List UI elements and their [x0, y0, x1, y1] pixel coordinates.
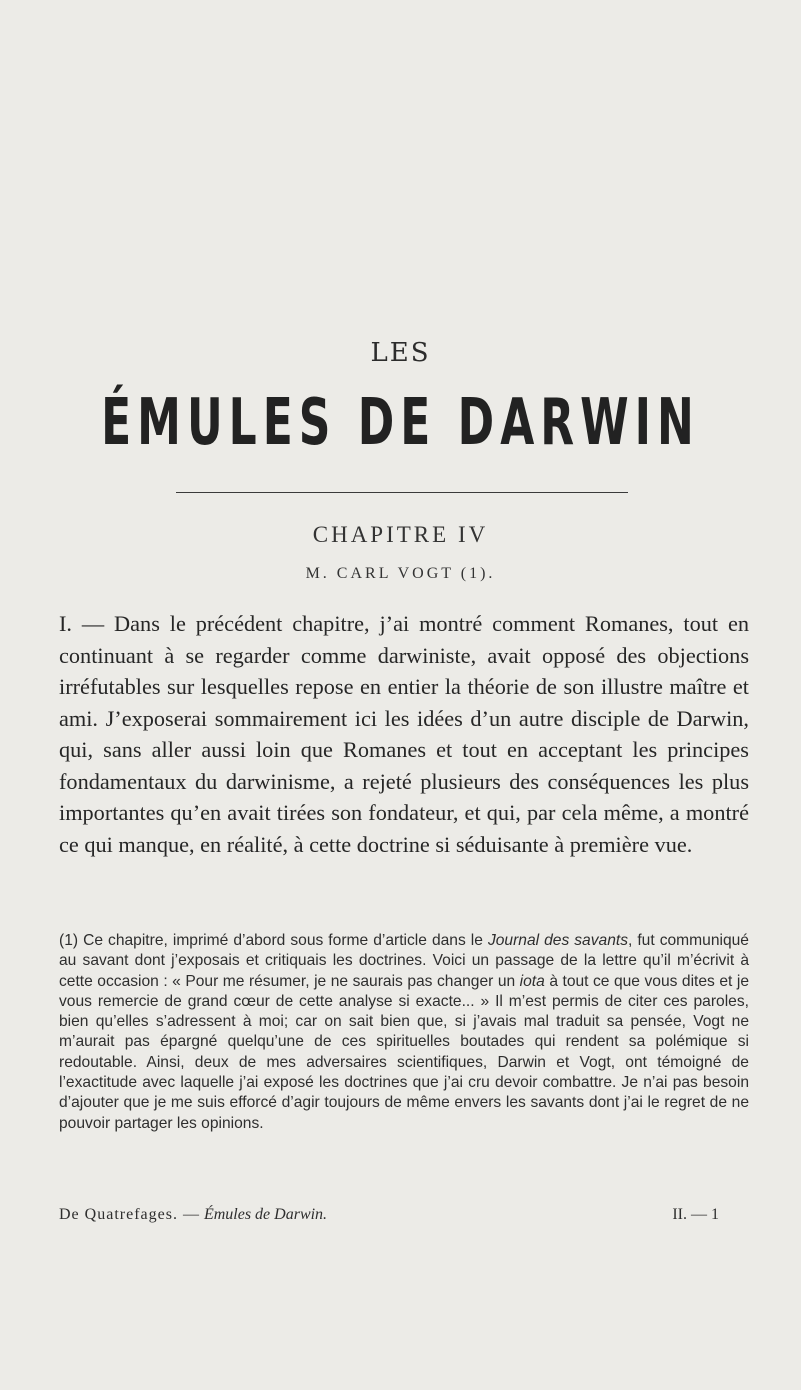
- series-word: LES: [370, 338, 431, 368]
- footnote-iota: iota: [519, 972, 545, 990]
- footer-author: De Quatrefages. —: [59, 1206, 200, 1223]
- footnote-journal-title: Journal des savants: [487, 932, 628, 949]
- footer-citation: [59, 1206, 327, 1224]
- footnote-text-3: à tout ce que vous dites et je vous remercie de grand cœur de cette analyse si exacte... » Il m’est permis de citer ces paroles, bien qu’elles s’adressent à moi; car on sait bien que, si j’avais mal traduit sa pensée, Vogt ne m’aurait pas épargné quelqu’une de ces spirituelles boutades qui rendent sa polémique si redoutable. Ainsi, deux de mes adversaires scientifiques, Darwin et Vogt, ont témoigné de l’exactitude avec laquelle j’ai exposé les doctrines que j’ai cru devoir combattre. Je n’ai pas besoin d’ajouter que je me suis efforcé d’agir toujours de même envers les savants dont j’ai le regret de ne pouvoir partager les opinions.: [59, 972, 749, 1132]
- footer-book: Émules de Darwin.: [203, 1206, 328, 1223]
- page-footer: [59, 1206, 719, 1224]
- chapter-subject: M. CARL VOGT (1).: [305, 565, 496, 582]
- footer-signature: II. — 1: [672, 1206, 719, 1223]
- footnote: [59, 931, 749, 1134]
- body-paragraph: I. — Dans le précédent chapitre, j’ai montré comment Romanes, tout en continuant à se regarder comme darwiniste, avait opposé des objections irréfutables sur lesquelles repose en entier la théorie de son illustre maître et ami. J’exposerai sommairement ici les idées d’un autre disciple de Darwin, qui, sans aller aussi loin que Romanes et tout en acceptant les principes fondamentaux du darwinisme, a rejeté plusieurs des conséquences les plus importantes qu’en avait tirées son fondateur, et qui, par cela même, a montré ce qui manque, en réalité, à cette doctrine si séduisante à première vue.: [59, 611, 749, 857]
- title-rule: [176, 492, 628, 493]
- chapter-heading: CHAPITRE IV: [312, 522, 489, 547]
- book-title: ÉMULES DE DARWIN: [101, 386, 700, 460]
- footnote-text-2: , fut communiqué au savant dont j’exposais et critiquais les doctrines. Voici un passage de la lettre qu’il m’écrivit à cette occasion : « Pour me résumer, je ne saurais pas changer un: [59, 932, 749, 990]
- footnote-text-1: (1) Ce chapitre, imprimé d’abord sous forme d’article dans le: [59, 932, 488, 949]
